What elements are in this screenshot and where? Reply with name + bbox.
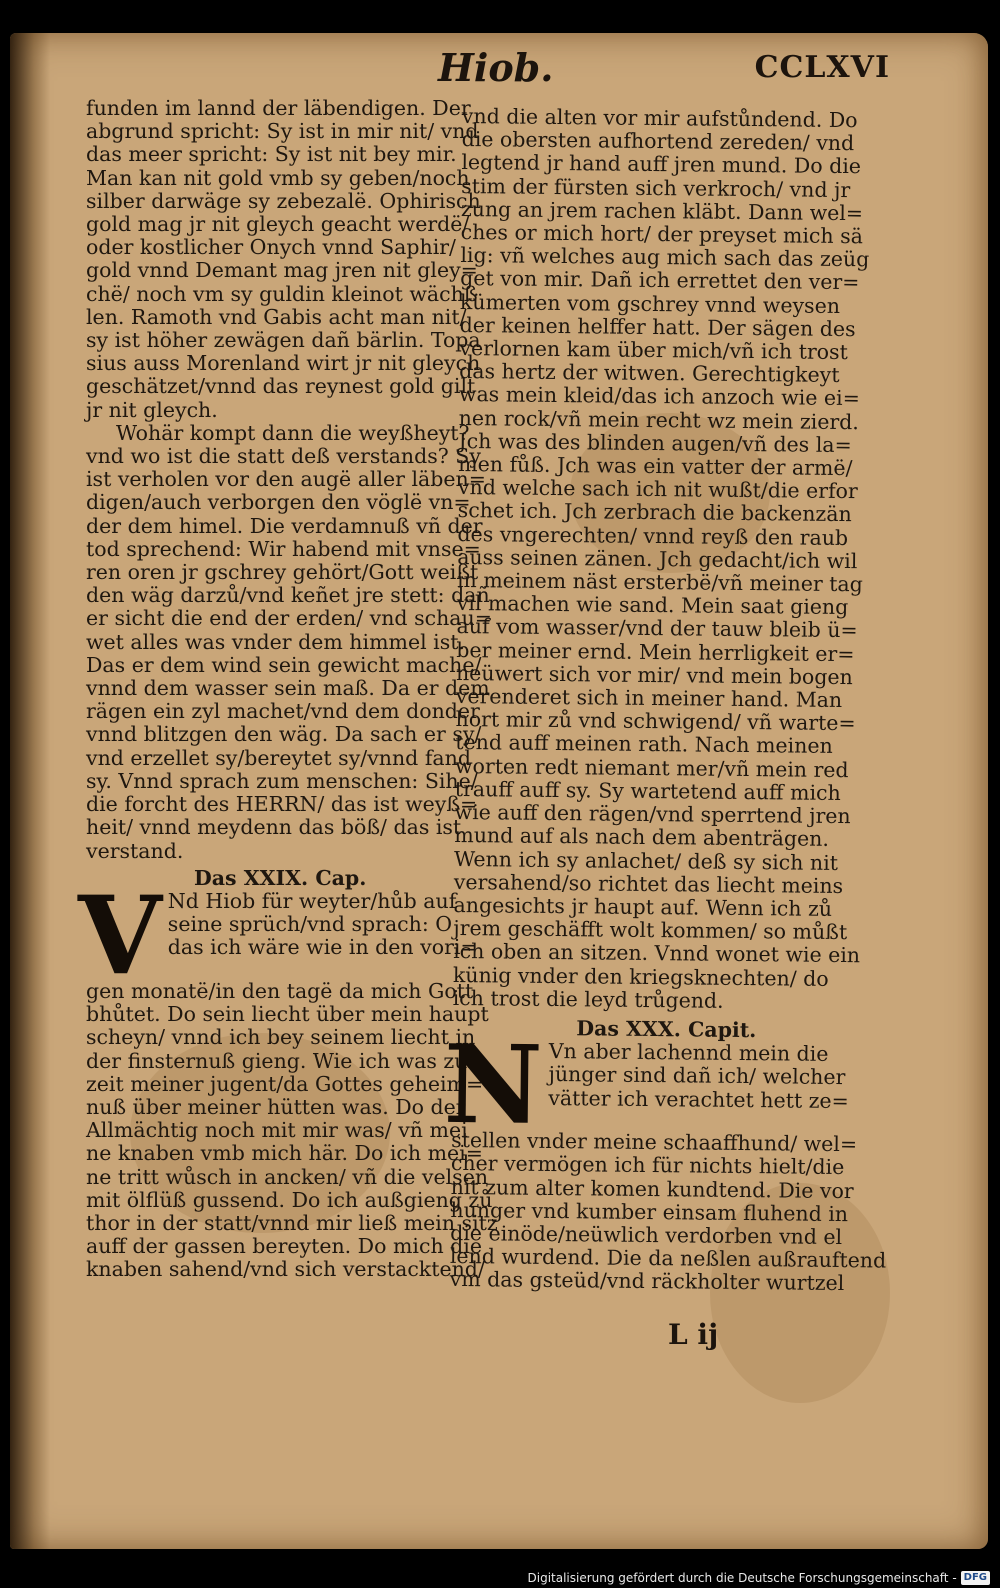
text-line: der finsternuß gieng. Wie ich was zur (86, 1048, 478, 1073)
text-line: sius auss Morenland wirt jr nit gleych (86, 351, 481, 376)
text-line: auss seinen zänen. Jch gedacht/ich wil (457, 544, 858, 574)
text-line: worten redt niemant mer/vñ mein red (454, 753, 849, 782)
text-line: kümerten vom gschrey vnnd weysen (459, 289, 841, 318)
text-line: wet alles was vnder dem himmel ist. (86, 629, 465, 654)
text-line: legtend jr hand auff jren mund. Do die (461, 150, 862, 179)
left-paragraph-3 (86, 978, 498, 1282)
text-line: vnd welche sach ich nit wußt/die erfor (457, 475, 858, 504)
text-line: Vn aber lachennd mein die (548, 1039, 829, 1067)
text-line: men fůß. Jch was ein vatter der armë/ (458, 452, 853, 481)
text-line: thor in der statt/vnnd mir ließ mein sitz (86, 1210, 498, 1235)
text-line: zeit meiner jugent/da Gottes geheim= (86, 1071, 484, 1096)
text-line: wie auff den rägen/vnd sperrtend jren (454, 800, 851, 829)
folio-number: CCLXVI (754, 50, 890, 85)
text-line: das hertz der witwen. Gerechtigkeyt (459, 359, 840, 388)
text-line: in meinem näst ersterbë/vñ meiner tag (456, 568, 863, 597)
footer-text: Digitalisierung gefördert durch die Deutsche Forschungsgemeinschaft - (527, 1571, 957, 1585)
text-line: ich oben an sitzen. Vnnd wonet wie ein (453, 939, 861, 968)
left-column (78, 96, 498, 1282)
text-line: ne knaben vmb mich här. Do ich mei= (86, 1141, 483, 1166)
text-line: zung an jrem rachen kläbt. Dann wel= (460, 196, 864, 226)
drop-cap-initial: N (443, 1021, 544, 1150)
text-line: get von mir. Dañ ich errettet den ver= (460, 266, 860, 295)
text-line: tend auff meinen rath. Nach meinen (455, 730, 833, 759)
text-line: Nd Hiob für weyter/hůb auf (167, 888, 457, 913)
left-paragraph-2 (86, 420, 492, 863)
text-line: abgrund spricht: Sy ist in mir nit/ vnd (86, 119, 479, 144)
text-line: Allmächtig noch mit mir was/ vñ mei (86, 1118, 468, 1143)
text-line: der dem himel. Die verdamnuß vñ der (86, 513, 483, 538)
text-line: ich trost die leyd trůgend. (452, 985, 724, 1013)
text-line: er sicht die end der erden/ vnd schau= (86, 606, 492, 631)
text-line: gold mag jr nit gleych geacht werdë/ (86, 212, 470, 237)
text-line: vm das gsteüd/vnd räckholter wurtzel (449, 1267, 845, 1296)
text-line: trauff auff sy. Sy wartetend auff mich (454, 776, 841, 805)
text-line: verlornen kam über mich/vñ ich trost (459, 336, 848, 365)
text-line: scheyn/ vnnd ich bey seinem liecht in (86, 1025, 476, 1050)
text-line: digen/auch verborgen den vöglë vn= (86, 490, 471, 515)
text-line: vätter ich verachtet hett ze= (548, 1085, 849, 1113)
text-line: sy. Vnnd sprach zum menschen: Sihe/ (86, 768, 478, 793)
chapter-heading-xxx: Das XXX. Capit. (576, 1016, 757, 1043)
text-line: jrem geschäfft wolt kommen/ so můßt (453, 916, 848, 945)
text-line: angesichts jr haupt auf. Wenn ich zů (453, 892, 833, 921)
right-paragraph-2 (449, 1128, 887, 1296)
text-line: heit/ vnnd meydenn das böß/ das ist (86, 815, 462, 840)
text-line: des vngerechten/ vnnd reyß den raub (457, 521, 849, 550)
text-line: jr nit gleych. (86, 397, 218, 422)
text-line: nen rock/vñ mein recht wz mein zierd. (458, 405, 860, 434)
text-line: hort mir zů vnd schwigend/ vñ warte= (455, 707, 856, 736)
text-line: verenderet sich in meiner hand. Man (455, 684, 843, 713)
text-line: len. Ramoth vnd Gabis acht man nit/ (86, 304, 467, 329)
text-line: gen monatë/in den tagë da mich Gott (86, 978, 474, 1003)
text-line: schet ich. Jch zerbrach die backenzän (457, 498, 852, 527)
text-line: ist verholen vor den augë aller läben= (86, 467, 486, 492)
text-line: die obersten aufhortend zereden/ vnd (461, 127, 855, 156)
text-line: mit ölflüß gussend. Do ich außgieng zů (86, 1187, 493, 1212)
text-line: ber meiner ernd. Mein herrligkeit er= (456, 637, 855, 666)
left-paragraph-1 (86, 96, 481, 422)
text-line: hunger vnd kumber einsam fluhend in (450, 1197, 849, 1226)
text-line: gold vnnd Demant mag jren nit gley= (86, 258, 478, 283)
text-line: stellen vnder meine schaaffhund/ wel= (451, 1128, 858, 1157)
text-line: auf vom wasser/vnd der tauw bleib ü= (456, 614, 858, 643)
text-line: jünger sind dañ ich/ welcher (548, 1062, 846, 1090)
text-line: seine sprüch/vnd sprach: O (167, 912, 453, 937)
text-line: vnd wo ist die statt deß verstands? Sy (86, 444, 481, 469)
text-line: geschätzet/vnnd das reynest gold gilt (86, 374, 476, 399)
right-column (443, 104, 887, 1296)
text-line: Wohär kompt dann die weyßheyt? (116, 420, 470, 445)
chapter-heading-xxix: Das XXIX. Cap. (194, 865, 367, 890)
text-line: neüwert sich vor mir/ vnd mein bogen (455, 660, 853, 689)
text-line: nuß über meiner hütten was. Do der (86, 1094, 466, 1119)
text-line: oder kostlicher Onych vnnd Saphir/ (86, 235, 456, 260)
text-line: künig vnder den kriegsknechten/ do (452, 962, 829, 991)
text-line: Wenn ich sy anlachet/ deß sy sich nit (453, 846, 839, 875)
text-line: das ich wäre wie in den vori= (167, 935, 478, 960)
text-line: Das er dem wind sein gewicht mache/ (86, 652, 482, 677)
text-line: bhůtet. Do sein liecht über mein haupt (86, 1002, 489, 1027)
text-line: lend wurdend. Die da neßlen außrauftend (449, 1244, 887, 1273)
text-line: der keinen helffer hatt. Der sägen des (459, 312, 856, 341)
text-line: lig: vñ welches aug mich sach das zeüg (460, 243, 870, 272)
text-line: die forcht des HERRN/ das ist weyß= (86, 792, 478, 817)
drop-cap-initial: V (78, 872, 162, 999)
text-line: Jch was des blinden augen/vñ des la= (458, 428, 852, 457)
text-line: mund auf als nach dem abenträgen. (454, 823, 830, 852)
text-line: chë/ noch vm sy guldin kleinot wächß (86, 281, 478, 306)
text-line: ne tritt wůsch in ancken/ vñ die velsen (86, 1164, 489, 1189)
text-line: funden im lannd der läbendigen. Der (86, 96, 471, 120)
text-line: vnnd blitzgen den wäg. Da sach er sy/ (86, 722, 482, 747)
dfg-logo: DFG (961, 1571, 990, 1585)
text-line: vnnd dem wasser sein maß. Da er dem (86, 676, 490, 701)
text-line: ches or mich hort/ der preyset mich sä (460, 220, 864, 249)
running-title: Hiob. (438, 45, 554, 90)
text-line: vil machen wie sand. Mein saat gieng (456, 591, 849, 620)
text-line: den wäg darzů/vnd keñet jre stett: dañ (86, 583, 490, 608)
text-line: rägen ein zyl machet/vnd dem donder (86, 699, 480, 724)
right-paragraph-1 (452, 104, 870, 1014)
text-line: tod sprechend: Wir habend mit vnse= (86, 536, 481, 561)
text-line: das meer spricht: Sy ist nit bey mir. (86, 142, 457, 167)
text-line: silber darwäge sy zebezalë. Ophirisch (86, 188, 481, 213)
text-line: cher vermögen ich für nichts hielt/die (450, 1151, 845, 1180)
text-line: auff der gassen bereyten. Do mich die (86, 1234, 482, 1259)
text-line: ren oren jr gschrey gehört/Gott weißt (86, 560, 479, 585)
text-line: die einöde/neüwlich verdorben vnd el (450, 1220, 843, 1249)
signature-mark: L ij (668, 1318, 719, 1351)
text-line: verstand. (86, 838, 184, 863)
text-line: versahend/so richtet das liecht meins (453, 869, 844, 898)
text-line: vnd die alten vor mir aufstůndend. Do (461, 104, 858, 133)
text-line: vnd erzellet sy/bereytet sy/vnnd fand (86, 745, 471, 770)
text-line: was mein kleid/das ich anzoch wie ei= (458, 382, 860, 411)
text-line: Man kan nit gold vmb sy geben/noch (86, 165, 470, 190)
text-line: knaben sahend/vnd sich verstacktend/ (86, 1257, 485, 1282)
text-line: stim der fürsten sich verkroch/ vnd jr (461, 173, 851, 202)
text-line: nit zum alter komen kundtend. Die vor (450, 1174, 854, 1203)
footer-credit (528, 1571, 991, 1585)
text-line: sy ist höher zewägen dañ bärlin. Topa (86, 328, 481, 353)
